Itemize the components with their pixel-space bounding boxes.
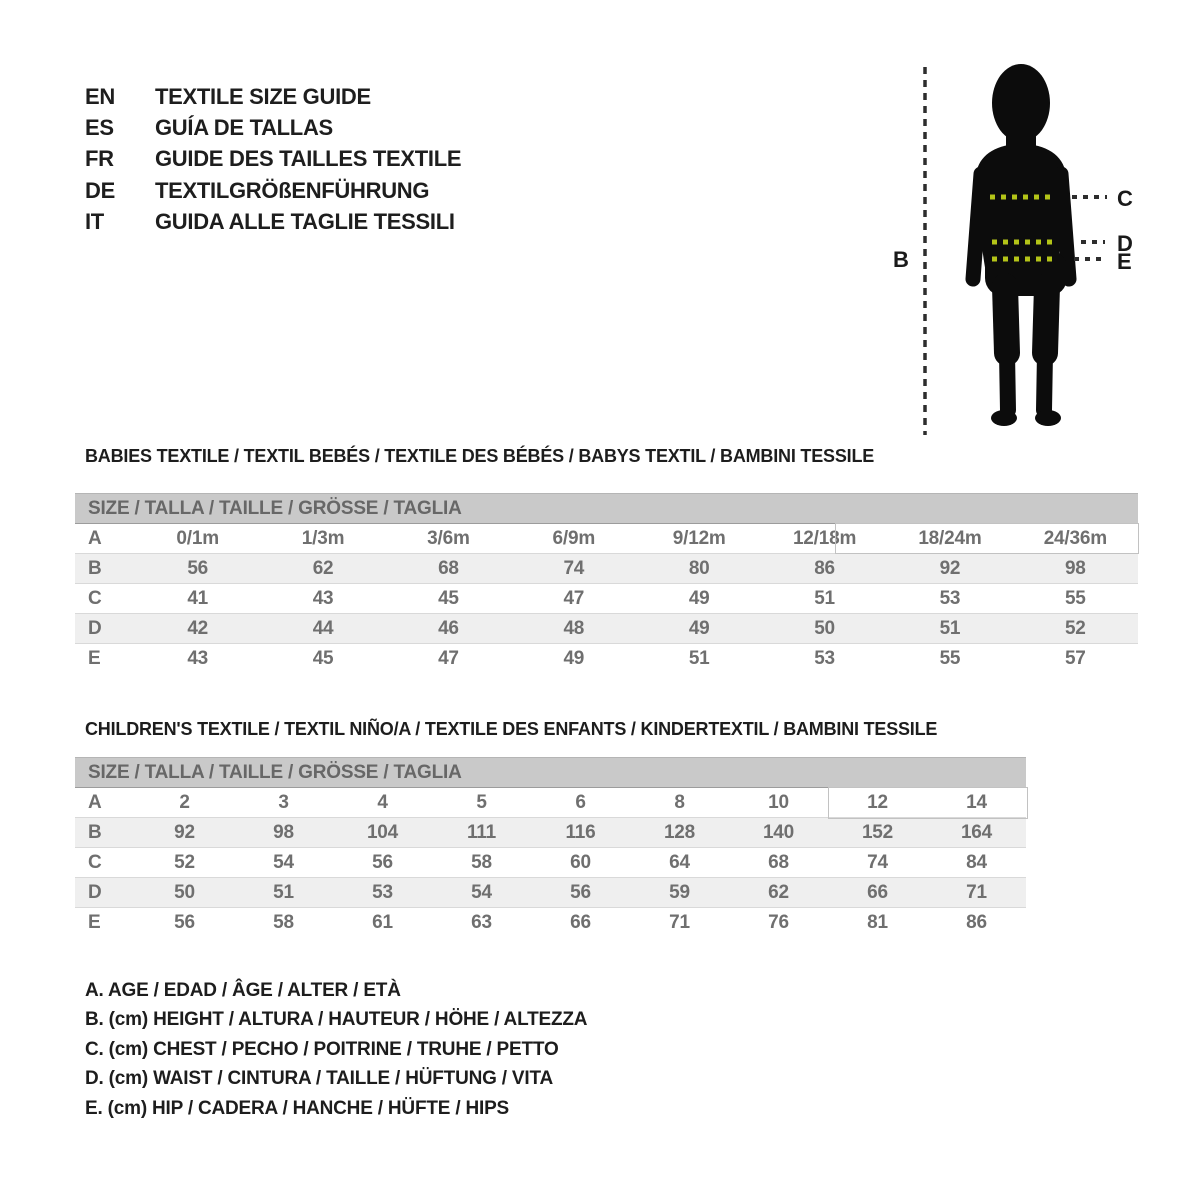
children-size-table xyxy=(75,757,1026,937)
cell-value: 43 xyxy=(312,587,334,609)
cell-value: 45 xyxy=(438,587,459,609)
measurement-legend xyxy=(85,976,587,1124)
cell-value: 54 xyxy=(471,881,492,903)
cell-value: 68 xyxy=(438,557,459,579)
table-row xyxy=(75,554,1138,584)
cell-value: 74 xyxy=(867,851,888,873)
cell-value: 54 xyxy=(273,851,294,873)
cell-value: 66 xyxy=(570,911,591,933)
cell-value: 81 xyxy=(867,911,888,933)
legend-line-height: B. (cm) HEIGHT / ALTURA / HAUTEUR / HÖHE / ALTEZZA xyxy=(85,1009,588,1031)
cell-value: 56 xyxy=(372,851,393,873)
legend-line-age: A. AGE / EDAD / ÂGE / ALTER / ETÀ xyxy=(85,979,401,1001)
cell-value: 98 xyxy=(1064,557,1086,579)
cell-value: 52 xyxy=(1064,617,1086,639)
cell-value: 6 xyxy=(575,791,586,813)
cell-value: 92 xyxy=(174,821,195,843)
row-label: D xyxy=(88,881,102,903)
cell-value: 24/36m xyxy=(1043,527,1107,549)
table-row xyxy=(75,878,1026,908)
cell-value: 98 xyxy=(273,821,294,843)
table-header-row xyxy=(75,494,1138,524)
waist-measure-label: D xyxy=(1117,231,1133,256)
cell-value: 53 xyxy=(372,881,393,903)
cell-value: 86 xyxy=(814,557,835,579)
cell-value: 14 xyxy=(966,791,987,813)
cell-value: 56 xyxy=(570,881,591,903)
cell-value: 164 xyxy=(960,821,993,843)
cell-value: 74 xyxy=(563,557,585,579)
cell-value: 43 xyxy=(187,647,209,669)
cell-value: 104 xyxy=(366,821,399,843)
children-selected-size-box xyxy=(828,787,1028,819)
cell-value: 51 xyxy=(688,647,710,669)
cell-value: 6/9m xyxy=(552,527,596,549)
cell-value: 56 xyxy=(187,557,209,579)
row-label: A xyxy=(88,791,102,813)
cell-value: 41 xyxy=(187,587,209,609)
babies-selected-size-box xyxy=(835,523,1139,554)
cell-value: 5 xyxy=(476,791,487,813)
language-title: GUIDA ALLE TAGLIE TESSILI xyxy=(155,209,455,235)
size-header-band: SIZE / TALLA / TAILLE / GRÖSSE / TAGLIA xyxy=(75,494,1138,524)
language-code: IT xyxy=(85,209,104,235)
babies-section-title: BABIES TEXTILE / TEXTIL BEBÉS / TEXTILE DES BÉBÉS / BABYS TEXTIL / BAMBINI TESSILE xyxy=(85,446,875,466)
cell-value: 47 xyxy=(438,647,459,669)
cell-value: 62 xyxy=(768,881,789,903)
cell-value: 49 xyxy=(688,587,710,609)
table-row xyxy=(75,644,1138,674)
height-measure-label: B xyxy=(893,247,909,272)
cell-value: 60 xyxy=(570,851,591,873)
cell-value: 128 xyxy=(663,821,696,843)
cell-value: 62 xyxy=(312,557,334,579)
cell-value: 10 xyxy=(768,791,789,813)
cell-value: 116 xyxy=(565,821,596,843)
cell-value: 52 xyxy=(174,851,195,873)
table-row xyxy=(75,818,1026,848)
children-section-title: CHILDREN'S TEXTILE / TEXTIL NIÑO/A / TEXTILE DES ENFANTS / KINDERTEXTIL / BAMBINI TESSILE xyxy=(85,719,938,739)
row-label: D xyxy=(88,617,102,639)
cell-value: 140 xyxy=(762,821,795,843)
cell-value: 66 xyxy=(867,881,888,903)
cell-value: 50 xyxy=(814,617,835,639)
list-item xyxy=(85,207,461,238)
row-label: C xyxy=(88,851,102,873)
row-label: C xyxy=(88,587,102,609)
list-item xyxy=(85,112,461,143)
chest-measure-label: C xyxy=(1117,186,1133,211)
table-row xyxy=(75,584,1138,614)
list-item xyxy=(85,144,461,175)
cell-value: 58 xyxy=(273,911,294,933)
cell-value: 44 xyxy=(312,617,334,639)
cell-value: 58 xyxy=(471,851,492,873)
cell-value: 51 xyxy=(273,881,294,903)
cell-value: 111 xyxy=(466,821,496,843)
cell-value: 47 xyxy=(563,587,585,609)
cell-value: 2 xyxy=(179,791,190,813)
cell-value: 0/1m xyxy=(176,527,219,549)
cell-value: 92 xyxy=(939,557,961,579)
table-row xyxy=(75,848,1026,878)
cell-value: 48 xyxy=(563,617,585,639)
cell-value: 55 xyxy=(939,647,961,669)
cell-value: 53 xyxy=(814,647,835,669)
cell-value: 71 xyxy=(966,881,987,903)
cell-value: 63 xyxy=(471,911,492,933)
cell-value: 57 xyxy=(1064,647,1086,669)
row-label: E xyxy=(88,647,101,669)
cell-value: 84 xyxy=(966,851,987,873)
cell-value: 3/6m xyxy=(427,527,470,549)
list-item xyxy=(85,175,461,206)
cell-value: 42 xyxy=(187,617,209,639)
cell-value: 86 xyxy=(966,911,987,933)
cell-value: 80 xyxy=(688,557,710,579)
cell-value: 51 xyxy=(939,617,961,639)
list-item xyxy=(85,81,461,112)
language-title: TEXTILE SIZE GUIDE xyxy=(155,83,371,109)
cell-value: 12/18m xyxy=(792,527,857,549)
table-row xyxy=(75,614,1138,644)
cell-value: 61 xyxy=(372,911,393,933)
cell-value: 71 xyxy=(669,911,690,933)
cell-value: 152 xyxy=(861,821,894,843)
table-header-row xyxy=(75,758,1026,788)
size-header-band: SIZE / TALLA / TAILLE / GRÖSSE / TAGLIA xyxy=(75,758,1026,788)
language-code: DE xyxy=(85,177,115,203)
cell-value: 8 xyxy=(674,791,685,813)
cell-value: 51 xyxy=(814,587,835,609)
row-label: A xyxy=(88,527,102,549)
cell-value: 9/12m xyxy=(672,527,726,549)
cell-value: 18/24m xyxy=(918,527,982,549)
cell-value: 3 xyxy=(278,791,289,813)
cell-value: 46 xyxy=(438,617,459,639)
cell-value: 49 xyxy=(688,617,710,639)
legend-line-chest: C. (cm) CHEST / PECHO / POITRINE / TRUHE / PETTO xyxy=(85,1038,559,1060)
cell-value: 55 xyxy=(1064,587,1086,609)
row-label: B xyxy=(88,557,102,579)
legend-line-waist: D. (cm) WAIST / CINTURA / TAILLE / HÜFTUNG / VITA xyxy=(85,1068,553,1090)
cell-value: 76 xyxy=(768,911,789,933)
cell-value: 68 xyxy=(768,851,789,873)
language-code: ES xyxy=(85,115,114,141)
cell-value: 45 xyxy=(312,647,334,669)
cell-value: 1/3m xyxy=(301,527,345,549)
cell-value: 50 xyxy=(174,881,195,903)
cell-value: 4 xyxy=(377,791,388,813)
cell-value: 56 xyxy=(174,911,195,933)
babies-size-table xyxy=(75,493,1138,673)
language-title: GUIDE DES TAILLES TEXTILE xyxy=(155,146,462,172)
hip-measure-label: E xyxy=(1117,249,1132,274)
measurement-lines xyxy=(878,55,1150,447)
cell-value: 53 xyxy=(939,587,961,609)
language-title: TEXTILGRÖßENFÜHRUNG xyxy=(155,177,430,203)
language-title: GUÍA DE TALLAS xyxy=(155,115,333,141)
cell-value: 64 xyxy=(669,851,690,873)
row-label: E xyxy=(88,911,101,933)
row-label: B xyxy=(88,821,102,843)
cell-value: 12 xyxy=(867,791,888,813)
language-title-block xyxy=(85,81,461,238)
language-code: FR xyxy=(85,146,114,172)
table-row xyxy=(75,908,1026,938)
cell-value: 49 xyxy=(563,647,585,669)
cell-value: 59 xyxy=(669,881,690,903)
language-code: EN xyxy=(85,83,115,109)
legend-line-hip: E. (cm) HIP / CADERA / HANCHE / HÜFTE / HIPS xyxy=(85,1097,510,1119)
